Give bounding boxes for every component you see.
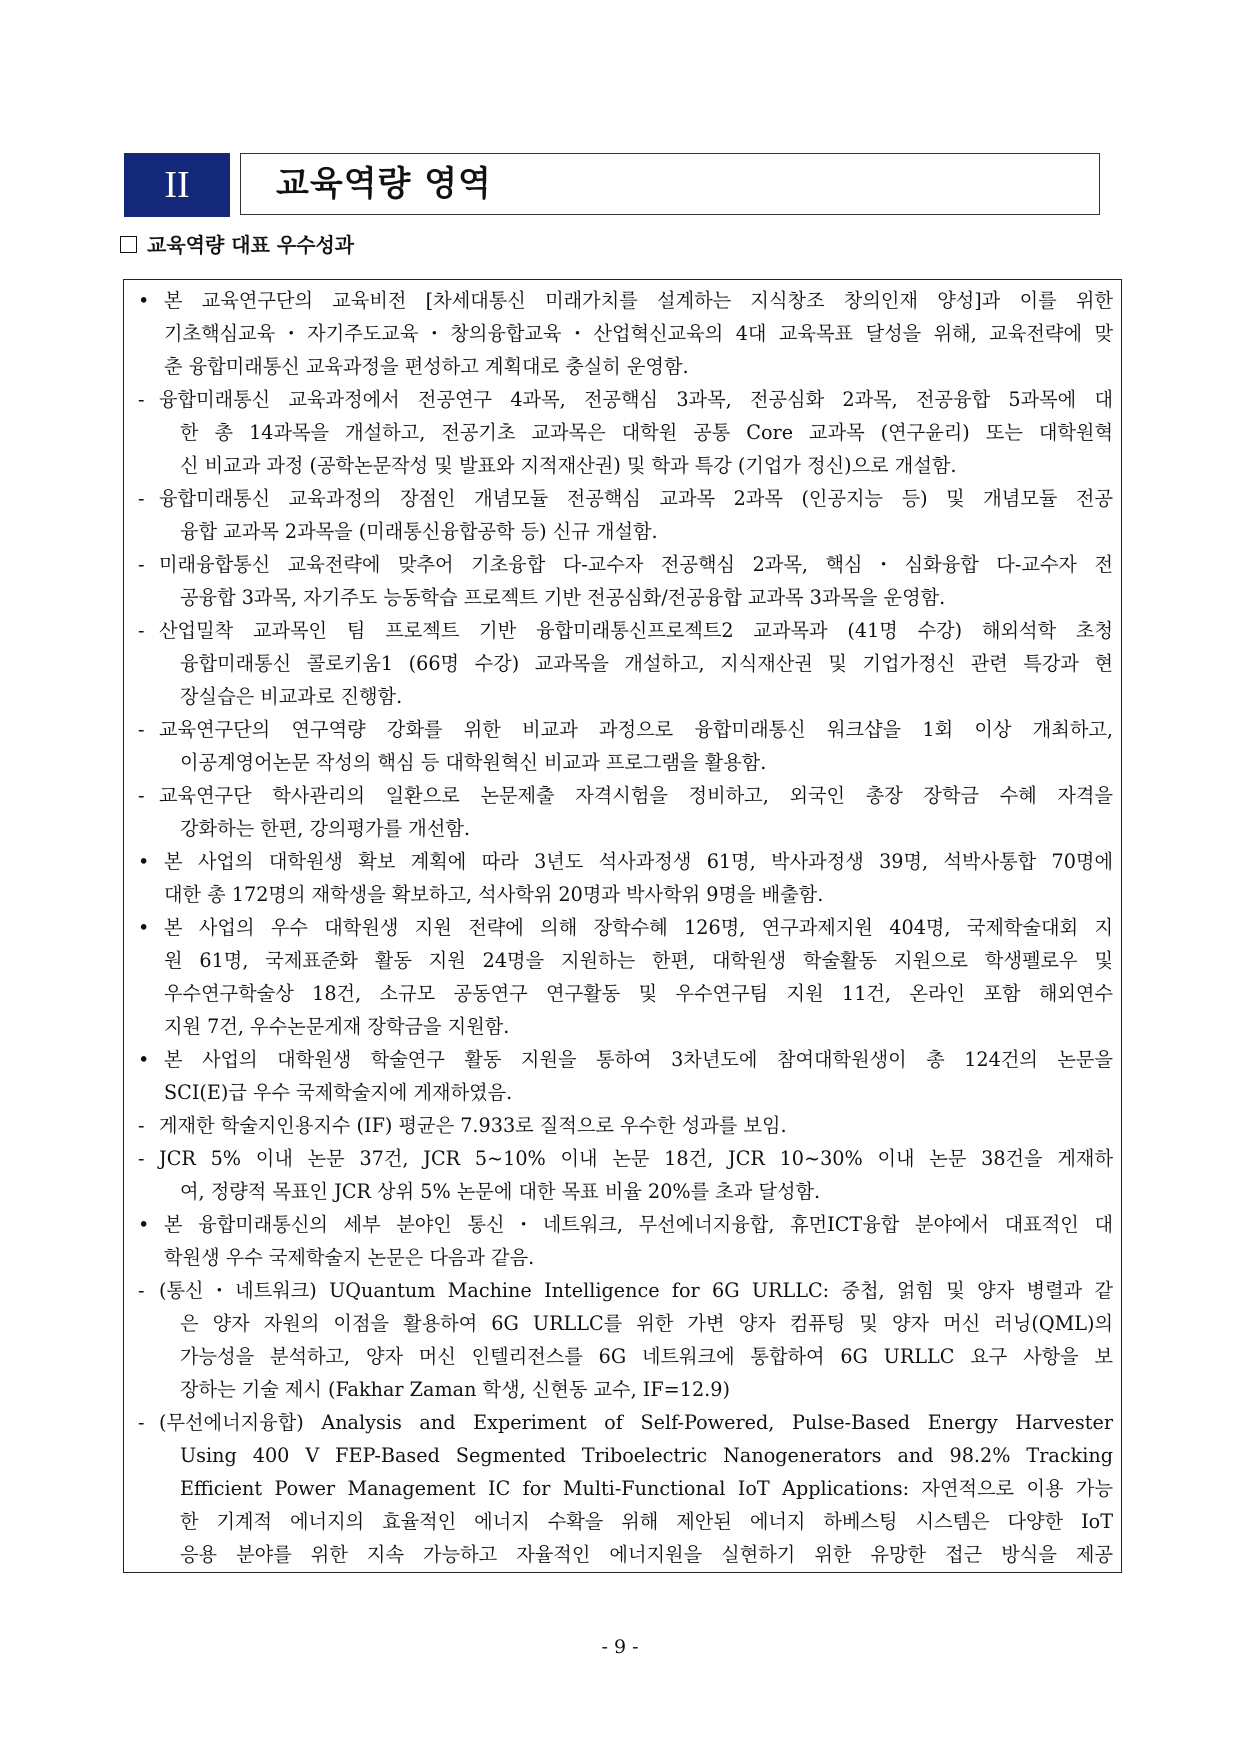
text-line: 장하는 기술 제시 (Fakhar Zaman 학생, 신현동 교수, IF=12.9) (180, 1378, 730, 1401)
text-line: (무선에너지융합) Analysis and Experiment of Self-Powered, Pulse-Based Energy Harvester (159, 1411, 1113, 1434)
text-line: 은 양자 자원의 이점을 활용하여 6G URLLC를 위한 가변 양자 컴퓨팅 및 양자 머신 러닝(QML)의 (180, 1312, 1113, 1335)
dash-marker: - (138, 1147, 145, 1170)
section-heading-text: 교육역량 대표 우수성과 (147, 233, 355, 257)
text-line: Efficient Power Management IC for Multi-Functional IoT Applications: 자연적으로 이용 가능 (180, 1477, 1113, 1500)
bullet-marker: • (138, 1048, 150, 1071)
text-line: 본 사업의 대학원생 확보 계획에 따라 3년도 석사과정생 61명, 박사과정생 39명, 석박사통합 70명에 (164, 850, 1113, 873)
text-line: 융합미래통신 교육과정에서 전공연구 4과목, 전공핵심 3과목, 전공심화 2과목, 전공융합 5과목에 대 (159, 388, 1113, 411)
text-line: 융합 교과목 2과목을 (미래통신융합공학 등) 신규 개설함. (180, 520, 658, 543)
bullet-marker: • (138, 850, 150, 873)
text-line: 산업밀착 교과목인 팀 프로젝트 기반 융합미래통신프로젝트2 교과목과 (41명 수강) 해외석학 초청 (159, 619, 1113, 642)
text-line: 이공계영어논문 작성의 핵심 등 대학원혁신 비교과 프로그램을 활용함. (180, 751, 767, 774)
text-line: 대한 총 172명의 재학생을 확보하고, 석사학위 20명과 박사학위 9명을 배출함. (164, 883, 824, 906)
text-line: 가능성을 분석하고, 양자 머신 인텔리전스를 6G 네트워크에 통합하여 6G URLLC 요구 사항을 보 (180, 1345, 1113, 1368)
dash-marker: - (138, 553, 145, 576)
text-line: JCR 5% 이내 논문 37건, JCR 5~10% 이내 논문 18건, JCR 10~30% 이내 논문 38건을 게재하 (159, 1147, 1113, 1170)
text-line: 본 융합미래통신의 세부 분야인 통신・네트워크, 무선에너지융합, 휴먼ICT융합 분야에서 대표적인 대 (164, 1213, 1113, 1236)
text-line: 한 총 14과목을 개설하고, 전공기초 교과목은 대학원 공통 Core 교과목 (연구윤리) 또는 대학원혁 (180, 421, 1113, 444)
dash-marker: - (138, 718, 145, 741)
text-line: 장실습은 비교과로 진행함. (180, 685, 403, 708)
chapter-title-box (240, 153, 1100, 215)
text-line: 강화하는 한편, 강의평가를 개선함. (180, 817, 470, 840)
dash-marker: - (138, 619, 145, 642)
checkbox-square-icon (120, 236, 137, 253)
dash-marker: - (138, 784, 145, 807)
dash-marker: - (138, 1114, 145, 1137)
text-line: 미래융합통신 교육전략에 맞추어 기초융합 다-교수자 전공핵심 2과목, 핵심・심화융합 다-교수자 전 (159, 553, 1113, 576)
text-line: 융합미래통신 교육과정의 장점인 개념모듈 전공핵심 교과목 2과목 (인공지능 등) 및 개념모듈 전공 (159, 487, 1113, 510)
text-line: Using 400 V FEP-Based Segmented Triboelectric Nanogenerators and 98.2% Tracking (180, 1444, 1113, 1467)
dash-marker: - (138, 1279, 145, 1302)
text-line: 우수연구학술상 18건, 소규모 공동연구 연구활동 및 우수연구팀 지원 11건, 온라인 포함 해외연수 (164, 982, 1113, 1005)
text-line: 기초핵심교육・자기주도교육・창의융합교육・산업혁신교육의 4대 교육목표 달성을 위해, 교육전략에 맞 (164, 322, 1113, 345)
chapter-title: 교육역량 영역 (276, 164, 492, 204)
text-line: 게재한 학술지인용지수 (IF) 평균은 7.933로 질적으로 우수한 성과를 보임. (159, 1114, 787, 1137)
text-line: (통신・네트워크) UQuantum Machine Intelligence for 6G URLLC: 중첩, 얽힘 및 양자 병렬과 같 (159, 1279, 1113, 1302)
text-line: 교육연구단의 연구역량 강화를 위한 비교과 과정으로 융합미래통신 워크샵을 1회 이상 개최하고, (159, 718, 1113, 741)
section-heading (120, 230, 354, 260)
bullet-marker: • (138, 916, 150, 939)
text-line: 지원 7건, 우수논문게재 장학금을 지원함. (164, 1015, 510, 1038)
text-line: 본 교육연구단의 교육비전 [차세대통신 미래가치를 설계하는 지식창조 창의인재 양성]과 이를 위한 (164, 289, 1113, 312)
content-box (123, 279, 1122, 1573)
text-line: 교육연구단 학사관리의 일환으로 논문제출 자격시험을 정비하고, 외국인 총장 장학금 수혜 자격을 (159, 784, 1113, 807)
text-line: SCI(E)급 우수 국제학술지에 게재하였음. (164, 1081, 513, 1104)
bullet-marker: • (138, 289, 150, 312)
text-line: 본 사업의 대학원생 학술연구 활동 지원을 통하여 3차년도에 참여대학원생이 총 124건의 논문을 (164, 1048, 1113, 1071)
dash-marker: - (138, 487, 145, 510)
text-line: 본 사업의 우수 대학원생 지원 전략에 의해 장학수혜 126명, 연구과제지원 404명, 국제학술대회 지 (164, 916, 1113, 939)
chapter-number: II (124, 153, 230, 217)
text-line: 응용 분야를 위한 지속 가능하고 자율적인 에너지원을 실현하기 위한 유망한 접근 방식을 제공 (180, 1543, 1113, 1566)
dash-marker: - (138, 388, 145, 411)
bullet-marker: • (138, 1213, 150, 1236)
text-line: 공융합 3과목, 자기주도 능동학습 프로젝트 기반 전공심화/전공융합 교과목 3과목을 운영함. (180, 586, 946, 609)
page-number: - 9 - (601, 1636, 639, 1658)
dash-marker: - (138, 1411, 145, 1434)
text-line: 신 비교과 과정 (공학논문작성 및 발표와 지적재산권) 및 학과 특강 (기업가 정신)으로 개설함. (180, 454, 957, 477)
text-line: 여, 정량적 목표인 JCR 상위 5% 논문에 대한 목표 비율 20%를 초과 달성함. (180, 1180, 821, 1203)
text-line: 원 61명, 국제표준화 활동 지원 24명을 지원하는 한편, 대학원생 학술활동 지원으로 학생펠로우 및 (164, 949, 1113, 972)
text-line: 한 기계적 에너지의 효율적인 에너지 수확을 위해 제안된 에너지 하베스팅 시스템은 다양한 IoT (180, 1510, 1113, 1533)
text-line: 춘 융합미래통신 교육과정을 편성하고 계획대로 충실히 운영함. (164, 355, 689, 378)
text-line: 융합미래통신 콜로키움1 (66명 수강) 교과목을 개설하고, 지식재산권 및 기업가정신 관련 특강과 현 (180, 652, 1113, 675)
text-line: 학원생 우수 국제학술지 논문은 다음과 같음. (164, 1246, 535, 1269)
